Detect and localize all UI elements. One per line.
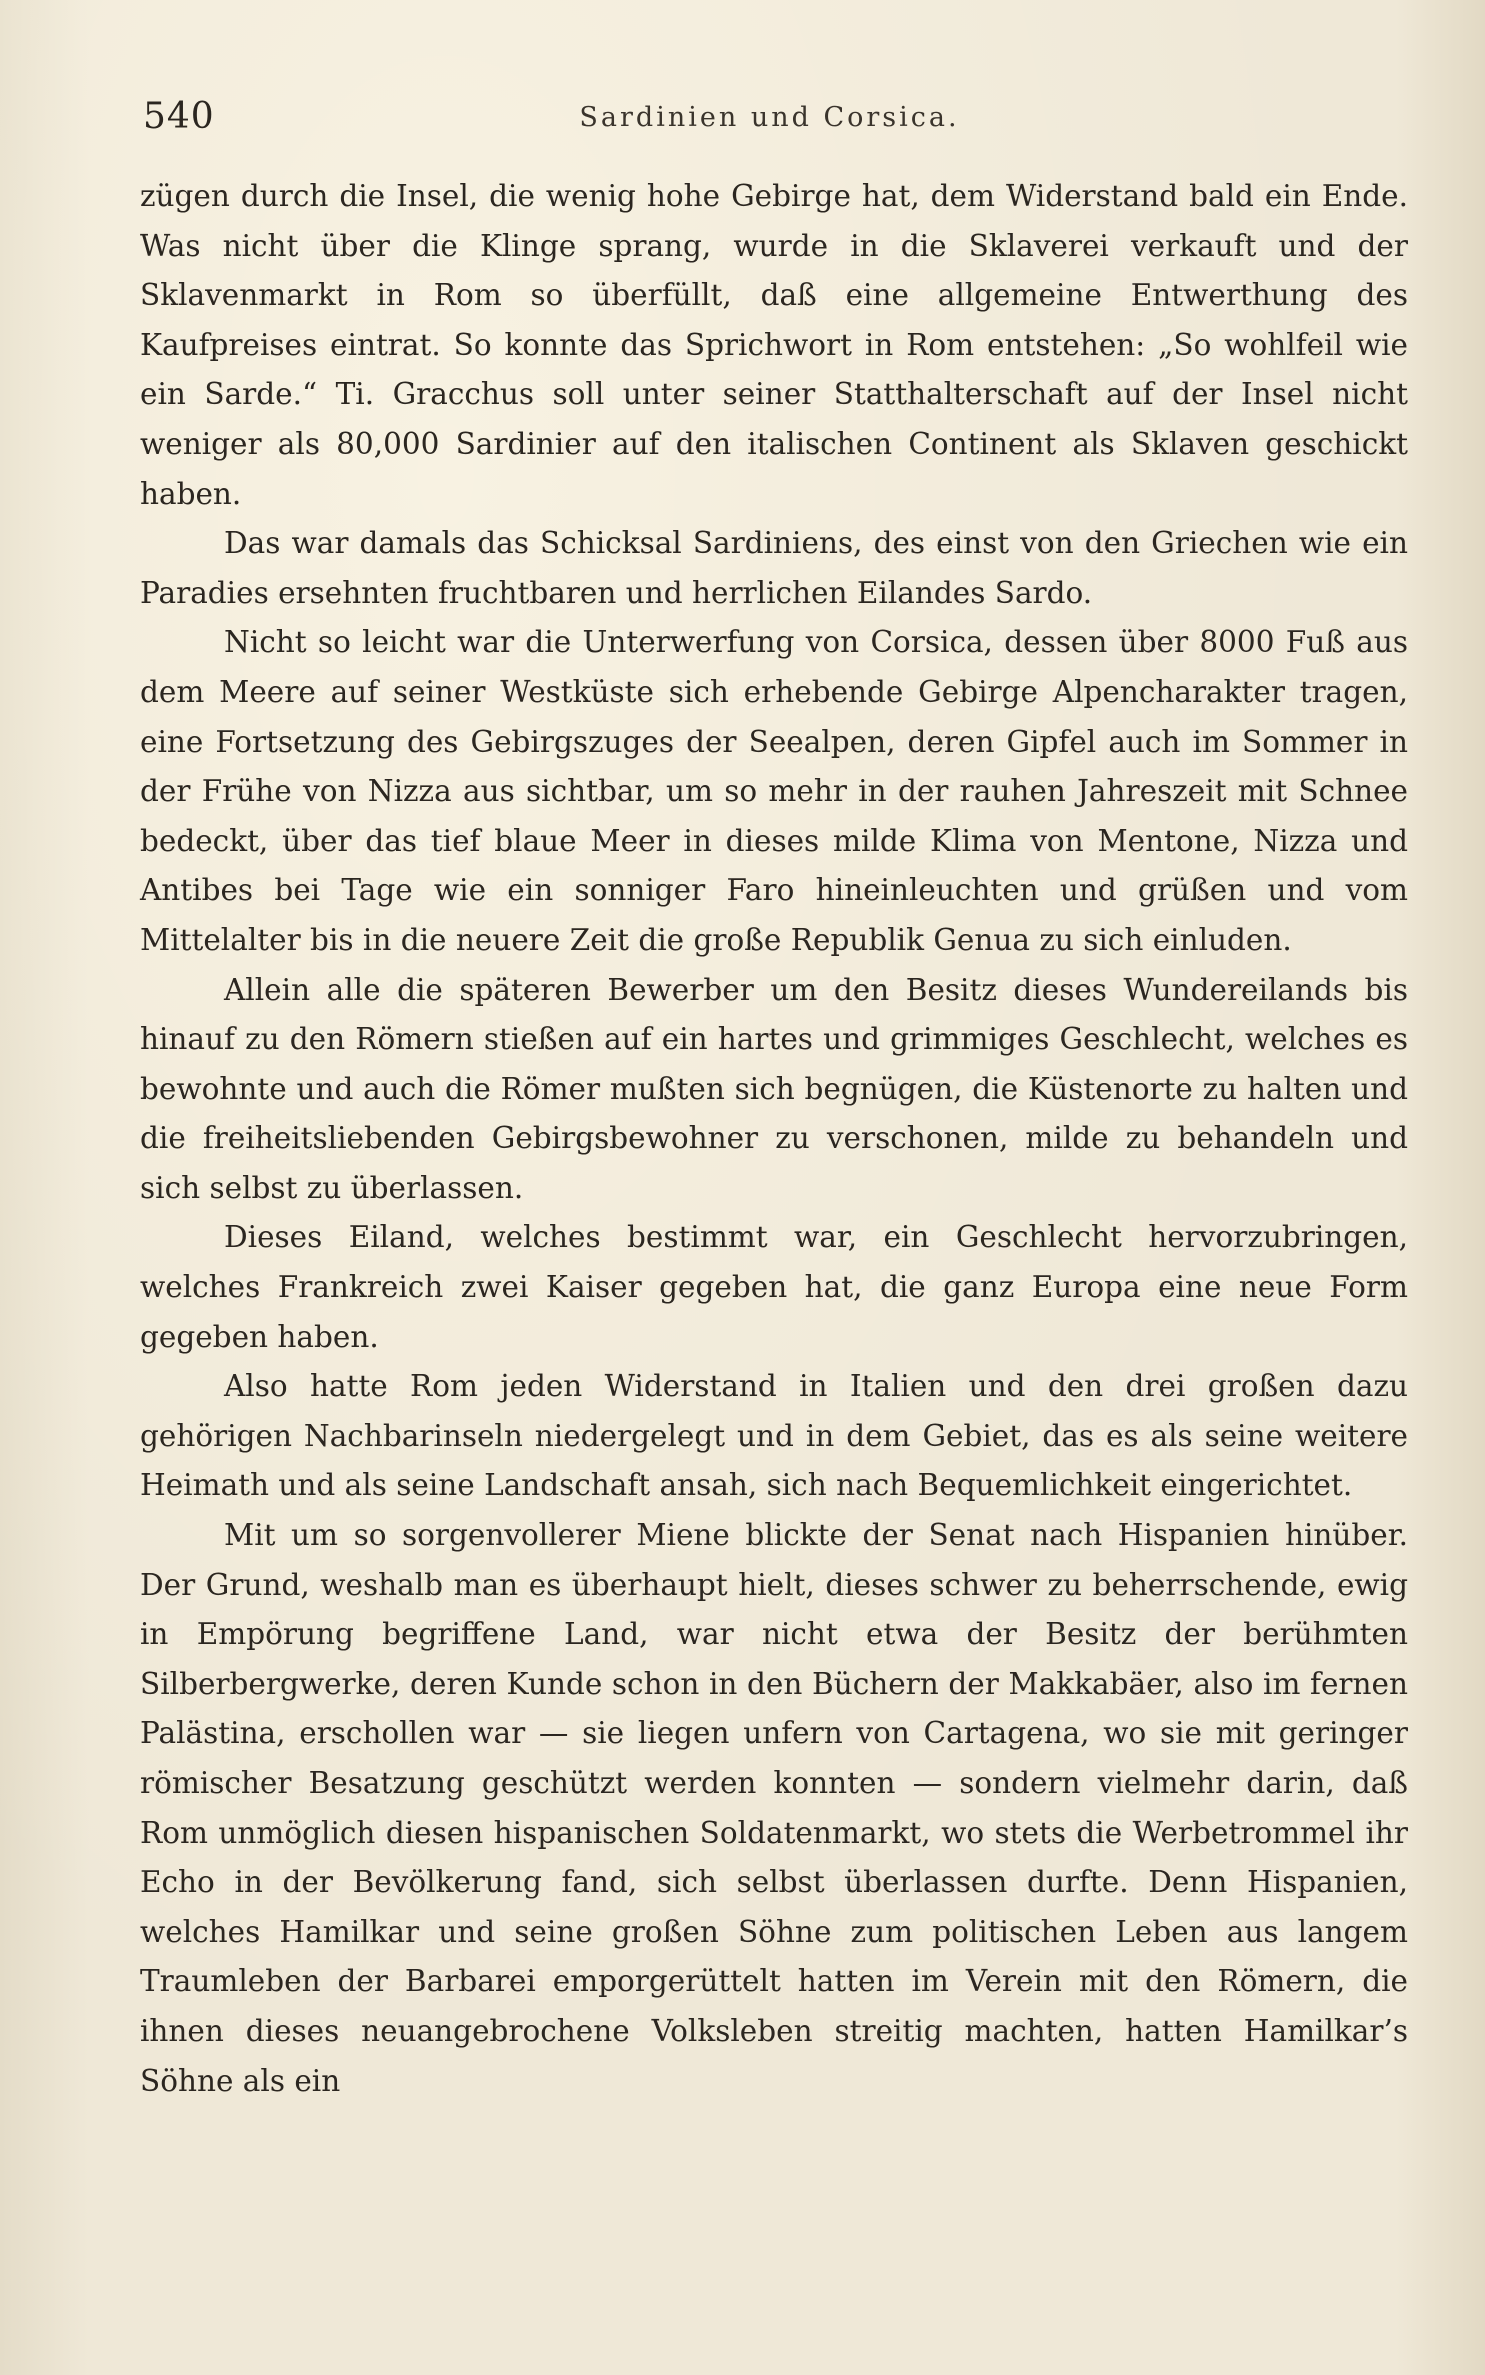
paragraph-sardinia-conquest: zügen durch die Insel, die wenig hohe Gebirge hat, dem Widerstand bald ein Ende. Was nicht über die Klinge sprang, wurde in die Sklaverei verkauft und der Sklavenmarkt in Rom so überfüllt, daß eine allgemeine Entwerthung des Kaufpreises eintrat. So konnte das Sprichwort in Rom entstehen: „So wohlfeil wie ein Sarde.“ Ti. Gracchus soll unter seiner Statthalterschaft auf der Insel nicht weniger als 80,000 Sardinier auf den italischen Continent als Sklaven geschickt haben.: [140, 179, 1408, 511]
running-title: Sardinien und Corsica.: [579, 102, 960, 133]
paragraph-corsica-subjugation: Nicht so leicht war die Unterwerfung von Corsica, dessen über 8000 Fuß aus dem Meere auf seiner Westküste sich erhebende Gebirge Alpencharakter tragen, eine Fortsetzung des Gebirgszuges der Seealpen, deren Gipfel auch im Sommer in der Frühe von Nizza aus sichtbar, um so mehr in der rauhen Jahreszeit mit Schnee bedeckt, über das tief blaue Meer in dieses milde Klima von Mentone, Nizza und Antibes bei Tage wie ein sonniger Faro hineinleuchten und grüßen und vom Mittelalter bis in die neuere Zeit die große Republik Genua zu sich einluden.: [140, 625, 1408, 957]
paragraph-hispania: Mit um so sorgenvollerer Miene blickte der Senat nach Hispanien hinüber. Der Grund, weshalb man es überhaupt hielt, dieses schwer zu beherrschende, ewig in Empörung begriffene Land, war nicht etwa der Besitz der berühmten Silberbergwerke, deren Kunde schon in den Büchern der Makkabäer, also im fernen Palästina, erschollen war — sie liegen unfern von Cartagena, wo sie mit geringer römischer Besatzung geschützt werden konnten — sondern vielmehr darin, daß Rom unmöglich diesen hispanischen Soldatenmarkt, wo stets die Werbetrommel ihr Echo in der Bevölkerung fand, sich selbst überlassen durfte. Denn Hispanien, welches Hamilkar und seine großen Söhne zum politischen Leben aus langem Traumleben der Barbarei emporgerüttelt hatten im Verein mit den Römern, die ihnen dieses neuangebrochene Volksleben streitig machten, hatten Hamilkar’s Söhne als ein: [140, 1518, 1408, 2098]
paragraph-rome-italy: Also hatte Rom jeden Widerstand in Italien und den drei großen dazu gehörigen Nachbarinseln niedergelegt und in dem Gebiet, das es als seine weitere Heimath und als seine Landschaft ansah, sich nach Bequemlichkeit eingerichtet.: [140, 1369, 1408, 1503]
page-header: [143, 96, 1396, 156]
paragraph-corsica-inhabitants: Allein alle die späteren Bewerber um den Besitz dieses Wundereilands bis hinauf zu den Römern stießen auf ein hartes und grimmiges Geschlecht, welches es bewohnte und auch die Römer mußten sich begnügen, die Küstenorte zu halten und die freiheitsliebenden Gebirgsbewohner zu verschonen, milde zu behandeln und sich selbst zu überlassen.: [140, 972, 1408, 1205]
body-text: [140, 172, 1408, 2106]
page-number: 540: [143, 96, 215, 137]
paragraph-sardinia-fate: Das war damals das Schicksal Sardiniens, des einst von den Griechen wie ein Paradies ersehnten fruchtbaren und herrlichen Eilandes Sardo.: [140, 526, 1408, 610]
paragraph-corsica-emperors: Dieses Eiland, welches bestimmt war, ein Geschlecht hervorzubringen, welches Frankreich zwei Kaiser gegeben hat, die ganz Europa eine neue Form gegeben haben.: [140, 1220, 1408, 1354]
